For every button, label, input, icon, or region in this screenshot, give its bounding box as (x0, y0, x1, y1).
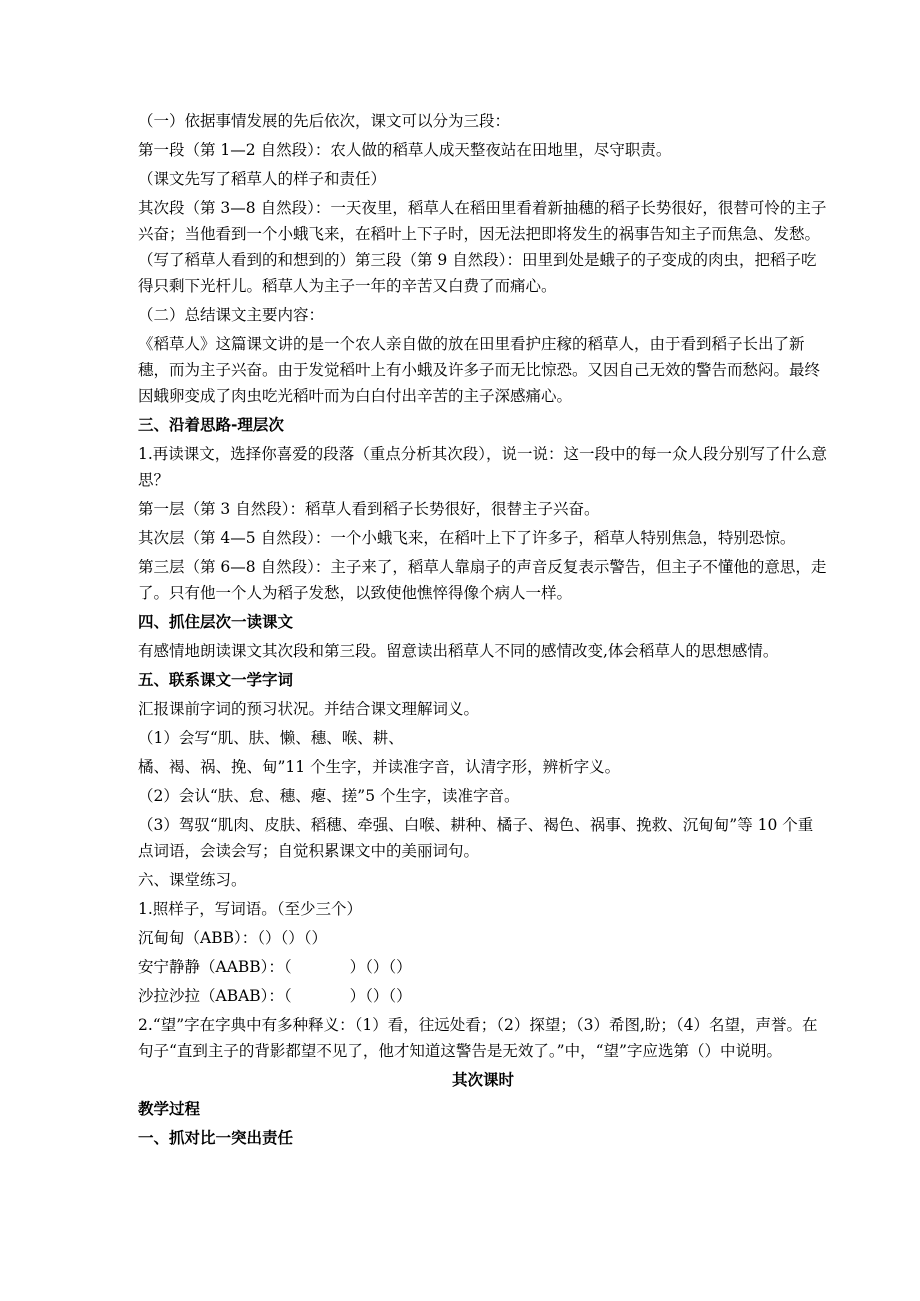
section-heading-contrast: 一、抓对比一突出责任 (138, 1129, 294, 1147)
exercise-aabb-label: 安宁静静（AABB）：（ (138, 958, 292, 976)
exercise-abb: 沉甸甸（ABB）：（）（）（） (138, 929, 327, 947)
section-heading-3: 三、沿着思路-理层次 (138, 416, 284, 434)
exercise-abab (138, 983, 828, 1009)
paragraph-report: 汇报课前字词的预习状况。并结合课文理解词义。 (138, 700, 480, 718)
paragraph-note-1: （课文先写了稻草人的样子和责任） (138, 170, 387, 188)
exercise-abab-label: 沙拉沙拉（ABAB）：（ (138, 987, 292, 1005)
paragraph-layer-3: 第三层（第 6—8 自然段）：主子来了，稻草人靠扇子的声音反复表示警告，但主子不懂他的意思，走了。只有他一个人为稻子发愁，以致使他憔悴得像个病人一样。 (138, 558, 827, 602)
document-page (138, 108, 828, 1154)
exercise-abab-blanks: ）（）（） (349, 987, 412, 1005)
paragraph-question-1: 1.再读课文，选择你喜爱的段落（重点分析其次段），说一说：这一段中的每一众人段分别写了什么意思？ (138, 445, 828, 489)
exercise-1-prompt: 1.照样子，写词语。（至少三个） (138, 900, 363, 918)
exercise-aabb-blanks: ）（）（） (349, 958, 412, 976)
paragraph-write-chars-a: （1）会写“肌、肤、懒、穗、喉、耕、 (138, 729, 404, 747)
paragraph-read-aloud: 有感情地朗读课文其次段和第三段。留意读出稻草人不同的感情改变,体会稻草人的思想感情。 (138, 642, 779, 660)
paragraph-section-1: 第一段（第 1—2 自然段）：农人做的稻草人成天整夜站在田地里，尽守职责。 (138, 141, 672, 159)
outline-heading-1: （一）依据事情发展的先后依次，课文可以分为三段： (138, 112, 511, 130)
section-heading-5: 五、联系课文一学字词 (138, 671, 294, 689)
lesson-title: 其次课时 (451, 1071, 514, 1089)
section-heading-4: 四、抓住层次一读课文 (138, 613, 294, 631)
section-heading-6: 六、课堂练习。 (138, 871, 247, 889)
paragraph-section-2-3: 其次段（第 3—8 自然段）：一天夜里，稻草人在稻田里看着新抽穗的稻子长势很好，很替可怜的主子兴奋；当他看到一个小蛾飞来，在稻叶上下子时，因无法把即将发生的祸事告知主子而焦急、发愁。（写了稻草人看到的和想到的）第三段（第 9 自然段）：田里到处是蛾子的子变成的肉虫，把稻子吃得只剩下光杆儿。稻草人为主子一年的辛苦又白费了而痛心。 (138, 199, 827, 295)
paragraph-key-words: （3）驾驭“肌肉、皮肤、稻穗、牵强、白喉、耕种、橘子、褐色、祸事、挽救、沉甸甸”等 10 个重点词语，会读会写；自觉积累课文中的美丽词句。 (138, 816, 814, 860)
teaching-process-heading: 教学过程 (138, 1100, 201, 1118)
paragraph-layer-1: 第一层（第 3 自然段）：稻草人看到稻子长势很好，很替主子兴奋。 (138, 500, 600, 518)
outline-heading-2: （二）总结课文主要内容： (138, 306, 325, 324)
paragraph-write-chars-b: 橘、褐、祸、挽、甸”11 个生字，并读准字音，认清字形，辨析字义。 (138, 758, 621, 776)
paragraph-layer-2: 其次层（第 4—5 自然段）：一个小蛾飞来，在稻叶上下了许多子，稻草人特别焦急，特别恐惊。 (138, 529, 796, 547)
exercise-aabb (138, 954, 828, 980)
paragraph-summary: 《稻草人》这篇课文讲的是一个农人亲自做的放在田里看护庄稼的稻草人，由于看到稻子长出了新穗，而为主子兴奋。由于发觉稻叶上有小蛾及许多子而无比惊恐。又因自己无效的警告而愁闷。最终因蛾卵变成了肉虫吃光稻叶而为白白付出辛苦的主子深感痛心。 (138, 335, 821, 405)
exercise-2: 2.“望”字在字典中有多种释义：（1）看，往远处看；（2）探望；（3）希图,盼；（4）名望，声誉。在句子“直到主子的背影都望不见了，他才知道这警告是无效了。”中，“望”字应选第（）中说明。 (138, 1016, 818, 1060)
paragraph-recognize-chars: （2）会认“肤、怠、穗、瘪、搓”5 个生字，读准字音。 (138, 787, 520, 805)
